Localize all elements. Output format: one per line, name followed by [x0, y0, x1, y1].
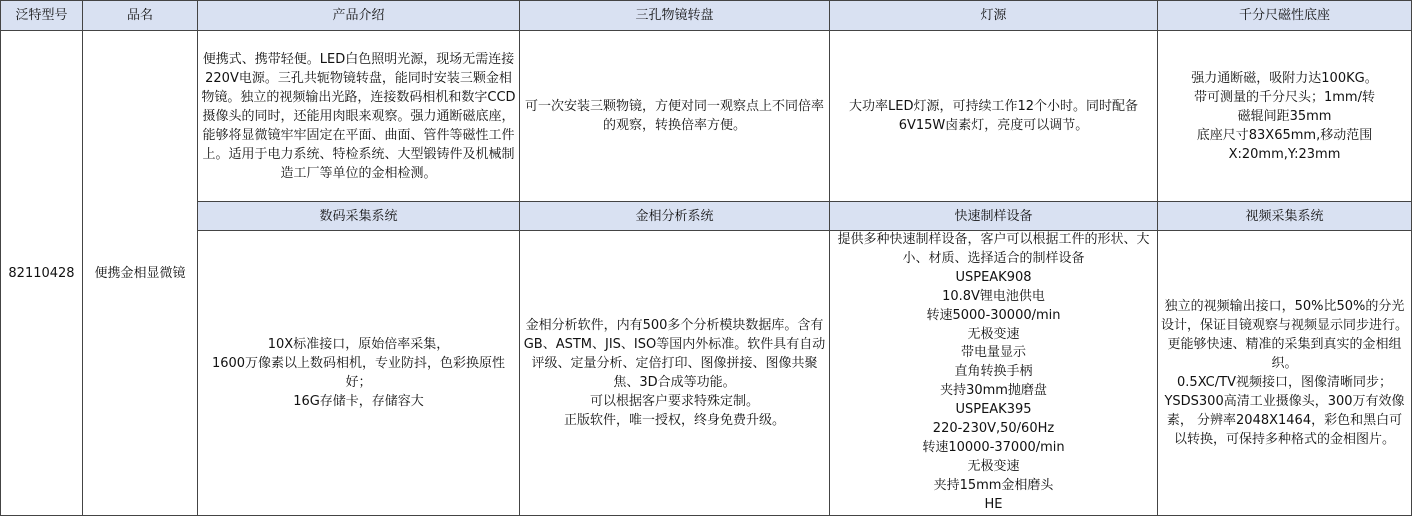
header-video: 视频采集系统: [1158, 202, 1412, 231]
intro-cell: 便携式、携带轻便。LED白色照明光源，现场无需连接220V电源。三孔共轭物镜转盘，能同时安装三颗金相物镜。独立的视频输出光路，连接数码相机和数字CCD摄像头的同时，还能用肉眼来观察。强力通断磁底座，能够将显微镜牢牢固定在平面、曲面、管件等磁性工件上。适用于电力系统、特检系统、大型锻铸件及机械制造工厂等单位的金相检测。: [198, 31, 520, 202]
base-cell: 强力通断磁，吸附力达100KG。 带可测量的千分尺头；1mm/转 磁辊间距35mm 底座尺寸83X65mm,移动范围 X:20mm,Y:23mm: [1158, 31, 1412, 202]
header-prep: 快速制样设备: [830, 202, 1158, 231]
header-light: 灯源: [830, 1, 1158, 31]
header-turret: 三孔物镜转盘: [520, 1, 830, 31]
header-name: 品名: [83, 1, 198, 31]
header-analysis: 金相分析系统: [520, 202, 830, 231]
header-digital: 数码采集系统: [198, 202, 520, 231]
video-cell: 独立的视频输出接口，50%比50%的分光设计，保证目镜观察与视频显示同步进行。更能够快速、精准的采集到真实的金相组织。 0.5XC/TV视频接口，图像清晰同步；YSDS300高清工业摄像头，300万有效像素， 分辨率2048X1464，彩色和黑白可以转换，可保持多种格式的金相图片。: [1158, 231, 1412, 516]
turret-cell: 可一次安装三颗物镜，方便对同一观察点上不同倍率的观察，转换倍率方便。: [520, 31, 830, 202]
header-model: 泛特型号: [1, 1, 83, 31]
model-cell: 82110428: [1, 31, 83, 516]
prep-cell: 提供多种快速制样设备，客户可以根据工件的形状、大小、材质、选择适合的制样设备 USPEAK908 10.8V锂电池供电 转速5000-30000/min 无极变速 带电量显示 直角转换手柄 夹持30mm抛磨盘 USPEAK395 220-230V,50/60Hz 转速10000-37000/min 无极变速 夹持15mm金相磨头 HE: [830, 231, 1158, 516]
name-cell: 便携金相显微镜: [83, 31, 198, 516]
analysis-cell: 金相分析软件，内有500多个分析模块数据库。含有GB、ASTM、JIS、ISO等国内外标准。软件具有自动评级、定量分析、定倍打印、图像拼接、图像共聚焦、3D合成等功能。 可以根据客户要求特殊定制。 正版软件，唯一授权，终身免费升级。: [520, 231, 830, 516]
header-intro: 产品介绍: [198, 1, 520, 31]
light-cell: 大功率LED灯源，可持续工作12个小时。同时配备6V15W卤素灯，亮度可以调节。: [830, 31, 1158, 202]
digital-cell: 10X标准接口，原始倍率采集， 1600万像素以上数码相机，专业防抖，色彩换原性好； 16G存储卡，存储容大: [198, 231, 520, 516]
header-base: 千分尺磁性底座: [1158, 1, 1412, 31]
